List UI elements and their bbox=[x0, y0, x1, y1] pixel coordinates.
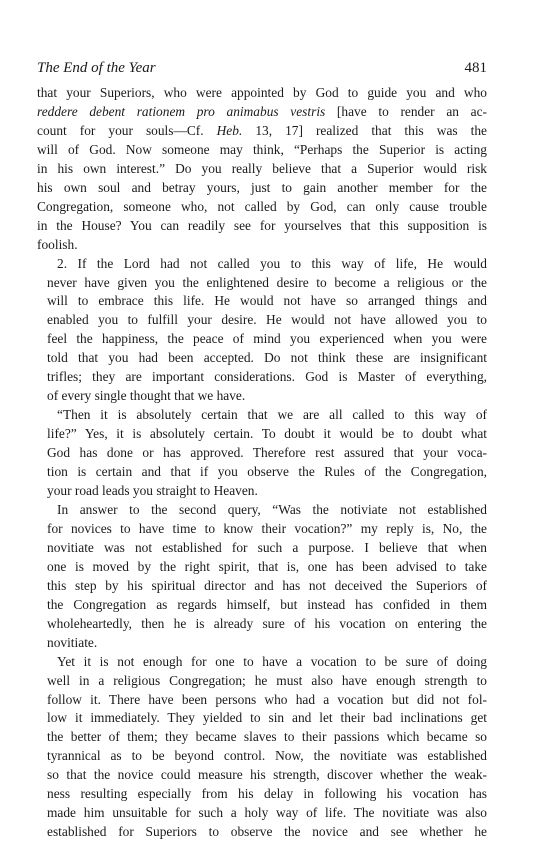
text-line bbox=[37, 728, 487, 747]
text-line bbox=[37, 804, 487, 823]
text-run: this step by his spiritual director and has not deceived the Superiors of bbox=[47, 577, 487, 593]
text-line bbox=[37, 653, 487, 672]
text-run: foolish. bbox=[37, 236, 78, 252]
text-run: established for Superiors to observe the novice and see whether he bbox=[47, 824, 487, 840]
text-run: feel the happiness, the peace of mind you experienced when you were bbox=[47, 331, 487, 347]
text-line bbox=[37, 160, 487, 179]
text-line bbox=[37, 596, 487, 615]
text-run: follow it. There have been persons who had a vocation but did not fol- bbox=[47, 691, 487, 707]
text-line bbox=[37, 444, 487, 463]
text-line bbox=[37, 672, 487, 691]
text-run: count for your souls—Cf. bbox=[37, 122, 217, 138]
text-line bbox=[37, 217, 487, 236]
text-line bbox=[37, 84, 487, 103]
text-run: well in a religious Congregation; he must also have enough strength to bbox=[47, 672, 487, 688]
text-line bbox=[37, 539, 487, 558]
text-run: so that the novice could measure his strength, discover whether the weak- bbox=[47, 767, 487, 783]
text-line bbox=[37, 691, 487, 710]
text-line bbox=[37, 292, 487, 311]
italic-text: Heb. bbox=[216, 122, 243, 138]
text-run: the Congregation as regards himself, but instead has confided in them bbox=[47, 596, 487, 612]
text-line bbox=[37, 425, 487, 444]
text-run: low it immediately. They yielded to sin and let their bad inclinations get bbox=[47, 710, 487, 726]
text-run: enabled you to fulfill your desire. He would not have allowed you to bbox=[47, 312, 487, 328]
text-line bbox=[37, 387, 487, 406]
text-line bbox=[37, 141, 487, 160]
text-line bbox=[37, 406, 487, 425]
text-run: that your Superiors, who were appointed by God to guide you and who bbox=[37, 85, 487, 100]
text-line bbox=[37, 615, 487, 634]
text-line bbox=[37, 198, 487, 217]
running-head bbox=[37, 60, 487, 84]
text-line bbox=[37, 482, 487, 501]
text-run: one is moved by the right spirit, that is, one has been advised to take bbox=[47, 558, 487, 574]
text-line bbox=[37, 785, 487, 804]
text-line bbox=[37, 311, 487, 330]
text-run: the better of them; they became slaves to their passions which became so bbox=[47, 729, 487, 745]
text-run: of every single thought that we have. bbox=[47, 388, 246, 404]
text-run: God has done or has approved. Therefore rest assured that your voca- bbox=[47, 445, 487, 461]
text-run: Congregation, someone who, not called by God, can only cause trouble bbox=[37, 198, 487, 214]
text-run: will of God. Now someone may think, “Perhaps the Superior is acting bbox=[37, 141, 487, 157]
text-run: novitiate was not established for such a purpose. I believe that when bbox=[47, 539, 487, 555]
text-line bbox=[37, 634, 487, 653]
text-run: trifles; they are important considerations. God is Master of everything, bbox=[47, 369, 487, 385]
text-run: [have to render an ac- bbox=[325, 103, 487, 119]
paragraph bbox=[37, 406, 487, 501]
text-run: 13, 17] realized that this was the bbox=[242, 122, 487, 138]
text-run: in the House? You can readily see for yourselves that this supposition is bbox=[37, 217, 487, 233]
text-line bbox=[37, 349, 487, 368]
text-run: 2. If the Lord had not called you to this way of life, He would bbox=[57, 255, 487, 271]
text-line bbox=[37, 520, 487, 539]
text-line bbox=[37, 766, 487, 785]
running-title: The End of the Year bbox=[37, 60, 156, 76]
paragraph bbox=[37, 255, 487, 407]
text-run: life?” Yes, it is absolutely certain. To doubt it would be to doubt what bbox=[47, 426, 487, 442]
text-run: your road leads you straight to Heaven. bbox=[47, 483, 258, 499]
text-run: tyrannical as to be beyond control. Now, the novitiate was established bbox=[47, 748, 487, 764]
text-line bbox=[37, 558, 487, 577]
text-run: ness resulting especially from his delay in following his vocation has bbox=[47, 786, 487, 802]
text-run: made him unsuitable for such a holy way of life. The novitiate was also bbox=[47, 805, 487, 821]
text-run: told that you had been accepted. Do not think these are insignificant bbox=[47, 350, 487, 366]
text-line bbox=[37, 577, 487, 596]
text-line bbox=[37, 501, 487, 520]
text-run: never have given you the enlightened desire to become a religious or the bbox=[47, 274, 487, 290]
text-run: for novices to have time to know their vocation?” my reply is, No, the bbox=[47, 520, 487, 536]
body-text bbox=[37, 84, 487, 842]
text-run: in his own interest.” Do you really believe that a Superior would risk bbox=[37, 160, 487, 176]
text-run: “Then it is absolutely certain that we are all called to this way of bbox=[57, 407, 487, 423]
text-run: wholeheartedly, then he is already sure of his vocation on entering the bbox=[47, 615, 487, 631]
text-run: Yet it is not enough for one to have a vocation to be sure of doing bbox=[57, 653, 487, 669]
text-line bbox=[37, 274, 487, 293]
text-line bbox=[37, 823, 487, 842]
text-run: tion is certain and that if you observe the Rules of the Congregation, bbox=[47, 464, 487, 480]
text-line bbox=[37, 330, 487, 349]
text-line bbox=[37, 122, 487, 141]
text-line bbox=[37, 255, 487, 274]
text-line bbox=[37, 463, 487, 482]
paragraph bbox=[37, 653, 487, 843]
text-line bbox=[37, 236, 487, 255]
page-number: 481 bbox=[464, 60, 487, 76]
paragraph bbox=[37, 501, 487, 653]
text-line bbox=[37, 709, 487, 728]
text-line bbox=[37, 368, 487, 387]
text-line bbox=[37, 179, 487, 198]
text-run: his own soul and betray yours, just to gain another member for the bbox=[37, 179, 487, 195]
text-run: novitiate. bbox=[47, 634, 98, 650]
text-line bbox=[37, 103, 487, 122]
text-line bbox=[37, 747, 487, 766]
text-run: In answer to the second query, “Was the notiviate not established bbox=[57, 501, 487, 517]
italic-text: reddere debent rationem pro animabus vestris bbox=[37, 103, 326, 119]
text-run: will to embrace this life. He would not have so arranged things and bbox=[47, 293, 487, 309]
paragraph bbox=[37, 84, 487, 255]
